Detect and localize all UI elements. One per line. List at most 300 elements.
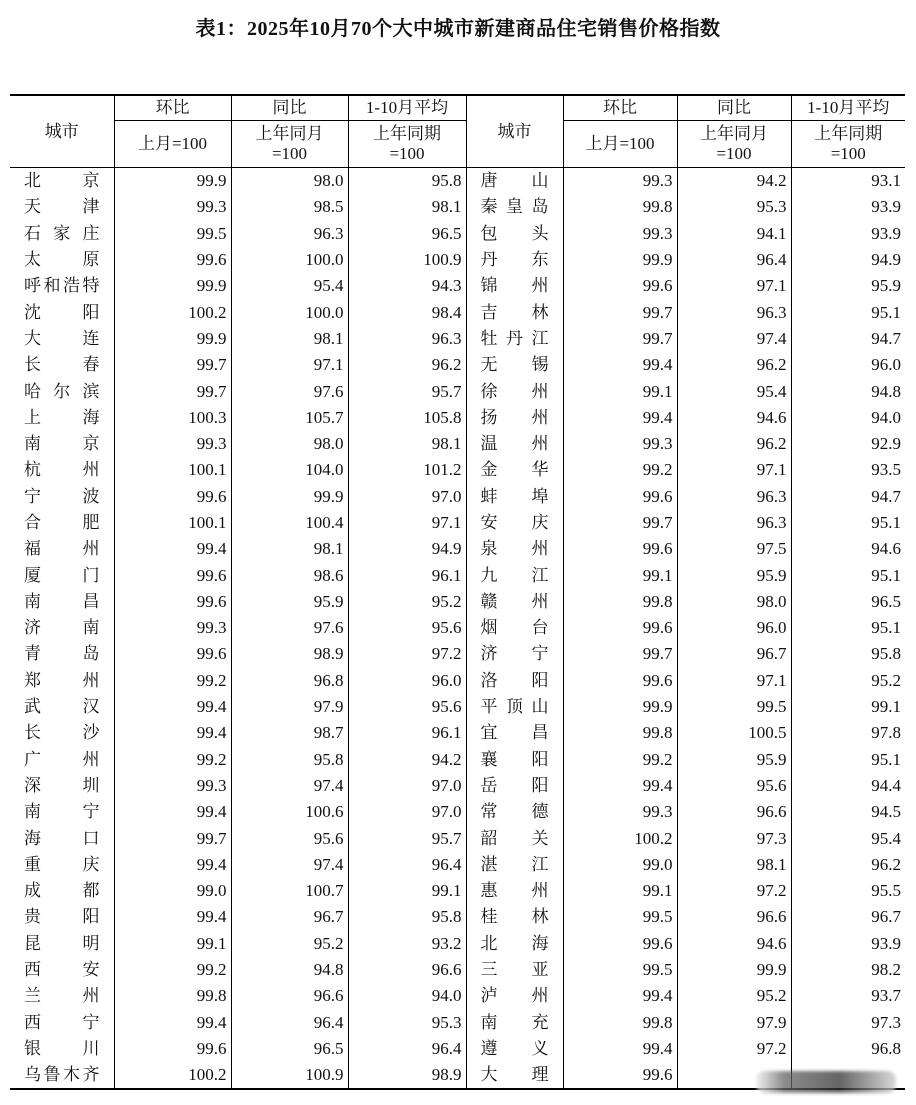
mom-value: 99.6 (114, 484, 231, 510)
city-name (466, 536, 563, 562)
table-row (10, 773, 905, 799)
yoy-value: 97.1 (677, 273, 791, 299)
avg-value: 94.7 (791, 326, 905, 352)
city-label: 成都 (24, 881, 100, 901)
mom-value: 99.4 (114, 852, 231, 878)
city-label: 广州 (24, 749, 100, 769)
avg-value: 95.6 (348, 694, 466, 720)
yoy-value: 98.0 (231, 431, 348, 457)
mom-value: 99.5 (114, 221, 231, 247)
yoy-value: 96.8 (231, 668, 348, 694)
city-name (10, 852, 114, 878)
avg-value: 97.8 (791, 720, 905, 746)
header-yoy: 同比 (231, 95, 348, 121)
table-row (10, 431, 905, 457)
yoy-value: 98.9 (231, 641, 348, 667)
avg-value: 96.1 (348, 720, 466, 746)
mom-value: 99.6 (114, 641, 231, 667)
city-name (10, 694, 114, 720)
mom-value: 99.4 (114, 720, 231, 746)
table-row (10, 221, 905, 247)
avg-value: 95.7 (348, 825, 466, 851)
table-body (10, 168, 905, 1090)
avg-value: 97.3 (791, 1010, 905, 1036)
table-row (10, 484, 905, 510)
city-label: 秦皇岛 (480, 197, 549, 217)
city-name (10, 562, 114, 588)
yoy-value: 96.6 (677, 799, 791, 825)
yoy-value: 96.0 (677, 615, 791, 641)
header-mom-base-right: 上月=100 (563, 121, 677, 168)
mom-value: 99.9 (114, 273, 231, 299)
avg-value: 96.7 (791, 904, 905, 930)
city-name (466, 326, 563, 352)
avg-value: 96.8 (791, 1036, 905, 1062)
mom-value: 99.6 (563, 536, 677, 562)
yoy-value: 99.5 (677, 694, 791, 720)
yoy-value: 97.5 (677, 536, 791, 562)
header-avg-base-right: 上年同期 =100 (791, 121, 905, 168)
avg-value: 94.6 (791, 536, 905, 562)
city-label: 扬州 (480, 407, 549, 427)
mom-value: 99.3 (114, 773, 231, 799)
mom-value: 99.4 (114, 536, 231, 562)
city-label: 杭州 (24, 460, 100, 480)
avg-value: 95.6 (348, 615, 466, 641)
city-label: 南京 (24, 434, 100, 454)
table-row (10, 352, 905, 378)
city-name (466, 221, 563, 247)
avg-value: 96.3 (348, 326, 466, 352)
city-label: 天津 (24, 197, 100, 217)
city-label: 长沙 (24, 723, 100, 743)
city-name (466, 273, 563, 299)
header-yoy-right: 同比 (677, 95, 791, 121)
mom-value: 99.4 (114, 694, 231, 720)
yoy-value: 95.3 (677, 194, 791, 220)
mom-value: 99.4 (114, 799, 231, 825)
avg-value: 94.2 (348, 747, 466, 773)
mom-value: 100.2 (114, 1062, 231, 1089)
yoy-value: 96.5 (231, 1036, 348, 1062)
avg-value: 95.4 (791, 825, 905, 851)
mom-value: 99.6 (563, 615, 677, 641)
yoy-value: 100.0 (231, 247, 348, 273)
city-label: 哈尔滨 (24, 381, 100, 401)
avg-value: 97.2 (348, 641, 466, 667)
mom-value: 99.2 (563, 747, 677, 773)
mom-value: 99.1 (563, 878, 677, 904)
table-row (10, 931, 905, 957)
city-label: 吉林 (480, 302, 549, 322)
city-name (10, 247, 114, 273)
city-name (10, 1036, 114, 1062)
mom-value: 99.6 (114, 247, 231, 273)
city-label: 大连 (24, 328, 100, 348)
yoy-value: 95.8 (231, 747, 348, 773)
city-label: 丹东 (480, 250, 549, 270)
table-row (10, 983, 905, 1009)
yoy-value: 96.6 (231, 983, 348, 1009)
yoy-value: 105.7 (231, 405, 348, 431)
watermark (756, 1071, 896, 1093)
city-name (466, 431, 563, 457)
city-name (466, 352, 563, 378)
city-label: 太原 (24, 250, 100, 270)
header-mom-right: 环比 (563, 95, 677, 121)
mom-value: 100.2 (563, 825, 677, 851)
table-row (10, 378, 905, 404)
mom-value: 99.6 (563, 273, 677, 299)
yoy-value: 96.4 (231, 1010, 348, 1036)
city-name (466, 1062, 563, 1089)
yoy-value: 97.2 (677, 1036, 791, 1062)
city-label: 海口 (24, 828, 100, 848)
city-name (466, 194, 563, 220)
header-mom-base: 上月=100 (114, 121, 231, 168)
avg-value: 98.1 (348, 194, 466, 220)
mom-value: 99.6 (114, 589, 231, 615)
avg-value: 100.9 (348, 247, 466, 273)
price-index-table (10, 94, 905, 1090)
mom-value: 99.3 (563, 431, 677, 457)
city-name (10, 431, 114, 457)
avg-value: 98.4 (348, 299, 466, 325)
yoy-value: 94.2 (677, 168, 791, 195)
mom-value: 99.9 (563, 247, 677, 273)
city-label: 宁波 (24, 486, 100, 506)
city-name (10, 536, 114, 562)
city-name (466, 510, 563, 536)
table-row (10, 1036, 905, 1062)
mom-value: 99.8 (563, 589, 677, 615)
mom-value: 100.1 (114, 510, 231, 536)
yoy-value: 98.6 (231, 562, 348, 588)
city-label: 金华 (480, 460, 549, 480)
city-name (10, 904, 114, 930)
yoy-value: 96.4 (677, 247, 791, 273)
mom-value: 99.4 (114, 1010, 231, 1036)
mom-value: 99.3 (563, 799, 677, 825)
avg-value: 95.9 (791, 273, 905, 299)
table-row (10, 299, 905, 325)
city-name (466, 484, 563, 510)
mom-value: 99.1 (114, 931, 231, 957)
avg-value: 95.2 (348, 589, 466, 615)
mom-value: 99.4 (563, 1036, 677, 1062)
city-label: 牡丹江 (480, 328, 549, 348)
city-label: 大理 (480, 1065, 549, 1085)
mom-value: 99.6 (563, 668, 677, 694)
city-label: 呼和浩特 (24, 276, 100, 296)
yoy-value: 95.9 (677, 747, 791, 773)
yoy-value: 97.1 (231, 352, 348, 378)
yoy-value: 96.2 (677, 352, 791, 378)
yoy-value: 97.9 (231, 694, 348, 720)
city-name (10, 615, 114, 641)
city-label: 徐州 (480, 381, 549, 401)
avg-value: 97.1 (348, 510, 466, 536)
yoy-value: 100.0 (231, 299, 348, 325)
mom-value: 99.7 (114, 825, 231, 851)
mom-value: 99.4 (563, 405, 677, 431)
city-name (10, 352, 114, 378)
mom-value: 99.1 (563, 378, 677, 404)
city-name (10, 1062, 114, 1089)
avg-value: 94.5 (791, 799, 905, 825)
avg-value: 95.1 (791, 747, 905, 773)
city-name (10, 720, 114, 746)
mom-value: 99.7 (114, 378, 231, 404)
mom-value: 99.2 (114, 957, 231, 983)
avg-value: 96.5 (791, 589, 905, 615)
yoy-value: 97.3 (677, 825, 791, 851)
avg-value: 94.0 (348, 983, 466, 1009)
avg-value: 99.1 (348, 878, 466, 904)
avg-value: 96.2 (348, 352, 466, 378)
avg-value: 97.0 (348, 799, 466, 825)
avg-value: 96.1 (348, 562, 466, 588)
city-name (466, 247, 563, 273)
mom-value: 99.3 (114, 615, 231, 641)
yoy-value: 98.5 (231, 194, 348, 220)
city-name (466, 457, 563, 483)
avg-value: 93.5 (791, 457, 905, 483)
mom-value: 99.7 (563, 299, 677, 325)
mom-value: 99.6 (114, 562, 231, 588)
city-name (10, 405, 114, 431)
city-label: 北京 (24, 171, 100, 191)
avg-value: 97.0 (348, 484, 466, 510)
mom-value: 99.3 (563, 221, 677, 247)
avg-value: 95.5 (791, 878, 905, 904)
yoy-value: 94.1 (677, 221, 791, 247)
yoy-value: 100.4 (231, 510, 348, 536)
avg-value: 94.0 (791, 405, 905, 431)
avg-value: 94.8 (791, 378, 905, 404)
yoy-value: 100.5 (677, 720, 791, 746)
yoy-value: 100.6 (231, 799, 348, 825)
yoy-value: 96.6 (677, 904, 791, 930)
city-name (466, 799, 563, 825)
header-yoy-base: 上年同月 =100 (231, 121, 348, 168)
table-row (10, 273, 905, 299)
city-name (466, 668, 563, 694)
city-name (10, 878, 114, 904)
mom-value: 99.3 (563, 168, 677, 195)
yoy-value: 97.2 (677, 878, 791, 904)
city-label: 平顶山 (480, 697, 549, 717)
city-label: 郑州 (24, 670, 100, 690)
city-label: 南宁 (24, 802, 100, 822)
city-name (10, 326, 114, 352)
yoy-value: 97.6 (231, 378, 348, 404)
avg-value: 96.6 (348, 957, 466, 983)
city-name (466, 378, 563, 404)
table-row (10, 904, 905, 930)
city-name (466, 1036, 563, 1062)
yoy-value: 104.0 (231, 457, 348, 483)
mom-value: 99.9 (114, 168, 231, 195)
yoy-value: 96.7 (677, 641, 791, 667)
city-label: 温州 (480, 434, 549, 454)
table-row (10, 615, 905, 641)
yoy-value: 95.6 (677, 773, 791, 799)
city-label: 遵义 (480, 1038, 549, 1058)
city-label: 襄阳 (480, 749, 549, 769)
city-name (10, 484, 114, 510)
mom-value: 99.8 (114, 983, 231, 1009)
yoy-value: 96.3 (677, 510, 791, 536)
avg-value: 95.2 (791, 668, 905, 694)
avg-value: 94.4 (791, 773, 905, 799)
yoy-value: 98.7 (231, 720, 348, 746)
mom-value: 99.0 (563, 852, 677, 878)
avg-value: 95.8 (348, 168, 466, 195)
header-avg: 1-10月平均 (348, 95, 466, 121)
yoy-value: 96.3 (231, 221, 348, 247)
mom-value: 99.8 (563, 720, 677, 746)
city-label: 赣州 (480, 591, 549, 611)
table-row (10, 957, 905, 983)
city-name (10, 510, 114, 536)
city-label: 南昌 (24, 591, 100, 611)
city-name (466, 904, 563, 930)
city-name (466, 589, 563, 615)
avg-value: 93.9 (791, 931, 905, 957)
mom-value: 99.8 (563, 1010, 677, 1036)
yoy-value: 97.9 (677, 1010, 791, 1036)
yoy-value: 97.4 (231, 852, 348, 878)
mom-value: 99.2 (114, 747, 231, 773)
city-label: 银川 (24, 1038, 100, 1058)
city-label: 湛江 (480, 854, 549, 874)
city-label: 宜昌 (480, 723, 549, 743)
table-row (10, 852, 905, 878)
table-row (10, 562, 905, 588)
table-row (10, 799, 905, 825)
city-name (10, 983, 114, 1009)
city-name (10, 299, 114, 325)
yoy-value: 96.3 (677, 484, 791, 510)
yoy-value: 95.6 (231, 825, 348, 851)
city-name (466, 168, 563, 195)
city-name (10, 194, 114, 220)
yoy-value: 98.0 (231, 168, 348, 195)
city-label: 南充 (480, 1012, 549, 1032)
mom-value: 99.1 (563, 562, 677, 588)
avg-value: 95.1 (791, 615, 905, 641)
city-label: 济宁 (480, 644, 549, 664)
mom-value: 99.8 (563, 194, 677, 220)
city-label: 上海 (24, 407, 100, 427)
yoy-value: 97.1 (677, 457, 791, 483)
table-row (10, 747, 905, 773)
city-label: 包头 (480, 223, 549, 243)
yoy-value: 94.6 (677, 931, 791, 957)
avg-value: 98.9 (348, 1062, 466, 1089)
city-label: 福州 (24, 539, 100, 559)
mom-value: 100.2 (114, 299, 231, 325)
avg-value: 95.3 (348, 1010, 466, 1036)
avg-value: 93.1 (791, 168, 905, 195)
table-row (10, 168, 905, 195)
mom-value: 99.7 (114, 352, 231, 378)
yoy-value: 98.1 (231, 536, 348, 562)
table-row (10, 825, 905, 851)
yoy-value: 97.4 (231, 773, 348, 799)
header-mom: 环比 (114, 95, 231, 121)
city-label: 西安 (24, 960, 100, 980)
city-label: 洛阳 (480, 670, 549, 690)
header-avg-base: 上年同期 =100 (348, 121, 466, 168)
city-label: 昆明 (24, 933, 100, 953)
mom-value: 99.4 (563, 773, 677, 799)
yoy-value: 98.1 (677, 852, 791, 878)
mom-value: 100.1 (114, 457, 231, 483)
city-name (466, 825, 563, 851)
mom-value: 99.5 (563, 904, 677, 930)
table-row (10, 510, 905, 536)
avg-value: 94.9 (348, 536, 466, 562)
city-label: 贵阳 (24, 907, 100, 927)
city-name (466, 615, 563, 641)
header-city-right: 城市 (466, 95, 563, 168)
avg-value: 94.7 (791, 484, 905, 510)
city-label: 合肥 (24, 513, 100, 532)
city-label: 乌鲁木齐 (24, 1065, 100, 1085)
mom-value: 99.6 (114, 1036, 231, 1062)
city-label: 石家庄 (24, 223, 100, 243)
avg-value: 99.1 (791, 694, 905, 720)
table-row (10, 457, 905, 483)
city-label: 三亚 (480, 960, 549, 980)
mom-value: 99.3 (114, 194, 231, 220)
city-name (10, 457, 114, 483)
avg-value: 95.1 (791, 299, 905, 325)
avg-value: 93.2 (348, 931, 466, 957)
avg-value: 93.9 (791, 221, 905, 247)
mom-value: 99.2 (114, 668, 231, 694)
table-row (10, 720, 905, 746)
mom-value: 99.9 (563, 694, 677, 720)
city-name (10, 273, 114, 299)
mom-value: 99.7 (563, 510, 677, 536)
table-row (10, 694, 905, 720)
city-name (10, 747, 114, 773)
city-name (466, 299, 563, 325)
city-label: 北海 (480, 933, 549, 953)
yoy-value: 99.9 (231, 484, 348, 510)
table-row (10, 878, 905, 904)
yoy-value: 95.9 (677, 562, 791, 588)
city-name (466, 562, 563, 588)
mom-value: 99.9 (114, 326, 231, 352)
city-label: 深圳 (24, 775, 100, 795)
city-label: 安庆 (480, 513, 549, 532)
city-name (10, 168, 114, 195)
city-label: 武汉 (24, 697, 100, 717)
mom-value: 99.3 (114, 431, 231, 457)
avg-value: 95.7 (348, 378, 466, 404)
table-row (10, 668, 905, 694)
avg-value: 98.2 (791, 957, 905, 983)
yoy-value: 95.4 (677, 378, 791, 404)
avg-value: 97.0 (348, 773, 466, 799)
city-name (466, 983, 563, 1009)
table-row (10, 247, 905, 273)
city-name (10, 799, 114, 825)
